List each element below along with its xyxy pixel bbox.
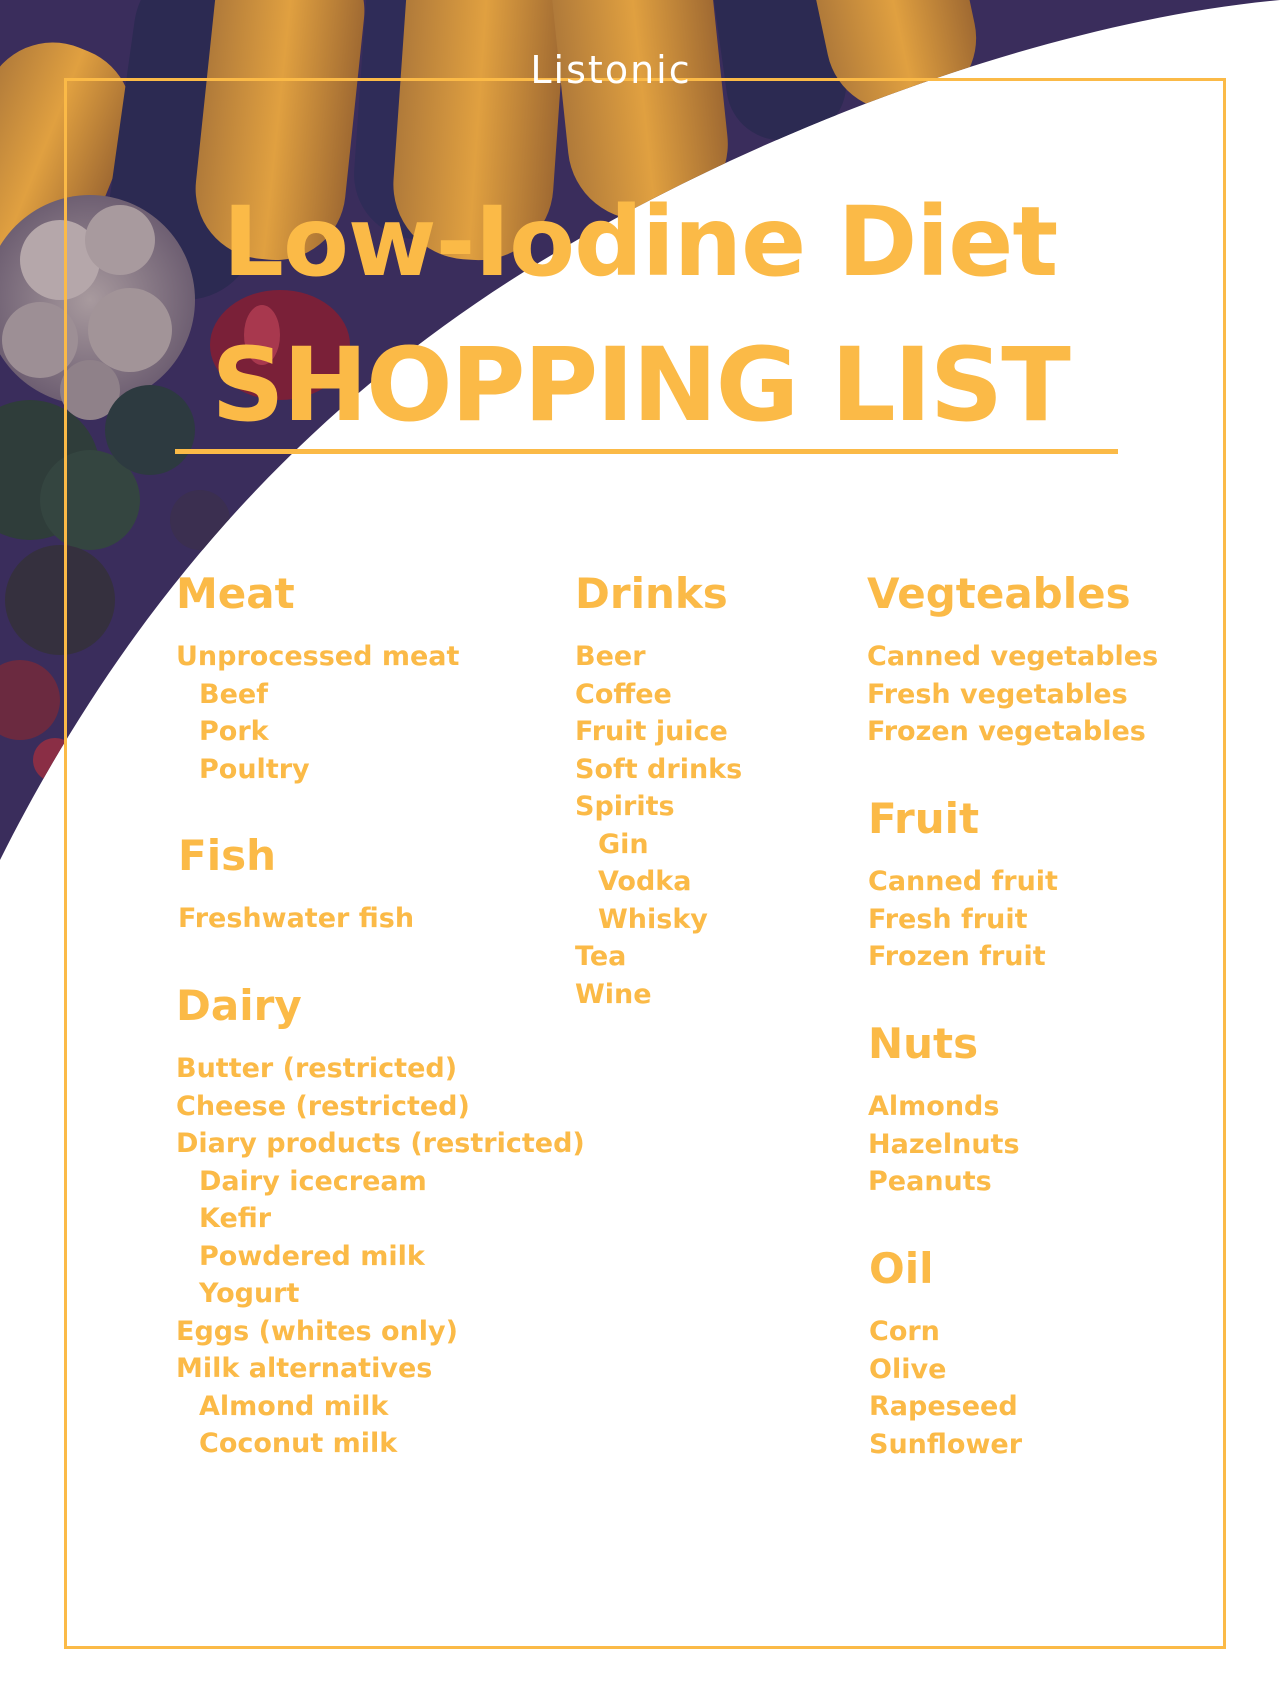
list-item: Tea (575, 941, 627, 972)
list-subitem: Gin (598, 828, 649, 860)
section-dairy (176, 980, 585, 1463)
item-list (176, 1050, 585, 1463)
list-item: Eggs (whites only) (176, 1315, 458, 1347)
list-item: Freshwater fish (178, 903, 415, 934)
section-heading: Oil (869, 1244, 934, 1293)
list-item: Canned vegetables (867, 641, 1159, 672)
section-vegetables (867, 568, 1158, 751)
list-subitem: Beef (199, 678, 268, 710)
section-oil (869, 1243, 1022, 1463)
title-underline (175, 449, 1118, 454)
list-item: Butter (restricted) (176, 1053, 458, 1084)
list-item: Corn (869, 1316, 940, 1347)
list-item: Fresh vegetables (867, 678, 1128, 710)
section-heading: Drinks (575, 569, 728, 618)
section-fish (178, 830, 414, 938)
list-subitem: Pork (199, 716, 269, 747)
list-item: Beer (575, 641, 646, 672)
section-fruit (868, 793, 1058, 976)
list-item: Hazelnuts (868, 1128, 1020, 1160)
list-item: Fresh fruit (868, 903, 1028, 935)
list-item: Rapeseed (869, 1391, 1018, 1422)
list-item: Frozen fruit (868, 941, 1046, 972)
item-list (868, 1088, 1020, 1201)
list-item: Spirits (575, 791, 675, 822)
item-list (176, 638, 459, 788)
list-subitem: Kefir (199, 1203, 272, 1234)
list-item: Unprocessed meat (176, 641, 460, 672)
list-item: Diary products (restricted) (176, 1128, 585, 1159)
list-subitem: Vodka (598, 866, 692, 897)
list-subitem: Yogurt (199, 1278, 300, 1309)
item-list (867, 638, 1158, 751)
list-item: Coffee (575, 678, 672, 710)
item-list (178, 900, 414, 938)
section-heading: Fish (178, 831, 276, 880)
item-list (868, 863, 1058, 976)
list-subitem: Coconut milk (199, 1428, 398, 1459)
page-title-line-1: Low-Iodine Diet (222, 186, 1058, 298)
section-heading: Nuts (868, 1019, 979, 1068)
section-heading: Meat (176, 569, 295, 618)
list-item: Wine (575, 978, 652, 1010)
list-item: Canned fruit (868, 866, 1058, 897)
list-item: Cheese (restricted) (176, 1090, 470, 1122)
list-subitem: Dairy icecream (199, 1165, 427, 1197)
page-title-line-2: SHOPPING LIST (211, 326, 1069, 445)
section-drinks (575, 568, 742, 1013)
item-list (575, 638, 742, 1013)
list-item: Almonds (868, 1091, 1000, 1122)
list-item: Frozen vegetables (867, 716, 1146, 747)
list-item: Fruit juice (575, 716, 728, 747)
list-item: Olive (869, 1353, 947, 1385)
section-heading: Vegteables (867, 569, 1131, 618)
brand-logo-text: Listonic (530, 48, 692, 92)
list-subitem: Powdered milk (199, 1240, 425, 1272)
section-heading: Fruit (868, 794, 980, 843)
list-subitem: Poultry (199, 753, 310, 785)
section-heading: Dairy (176, 981, 302, 1030)
list-item: Soft drinks (575, 753, 743, 785)
list-item: Peanuts (868, 1166, 992, 1197)
list-subitem: Whisky (598, 903, 708, 935)
list-item: Sunflower (869, 1428, 1023, 1460)
item-list (869, 1313, 1022, 1463)
list-subitem: Almond milk (199, 1390, 389, 1422)
section-nuts (868, 1018, 1020, 1201)
list-item: Milk alternatives (176, 1353, 433, 1384)
section-meat (176, 568, 459, 788)
